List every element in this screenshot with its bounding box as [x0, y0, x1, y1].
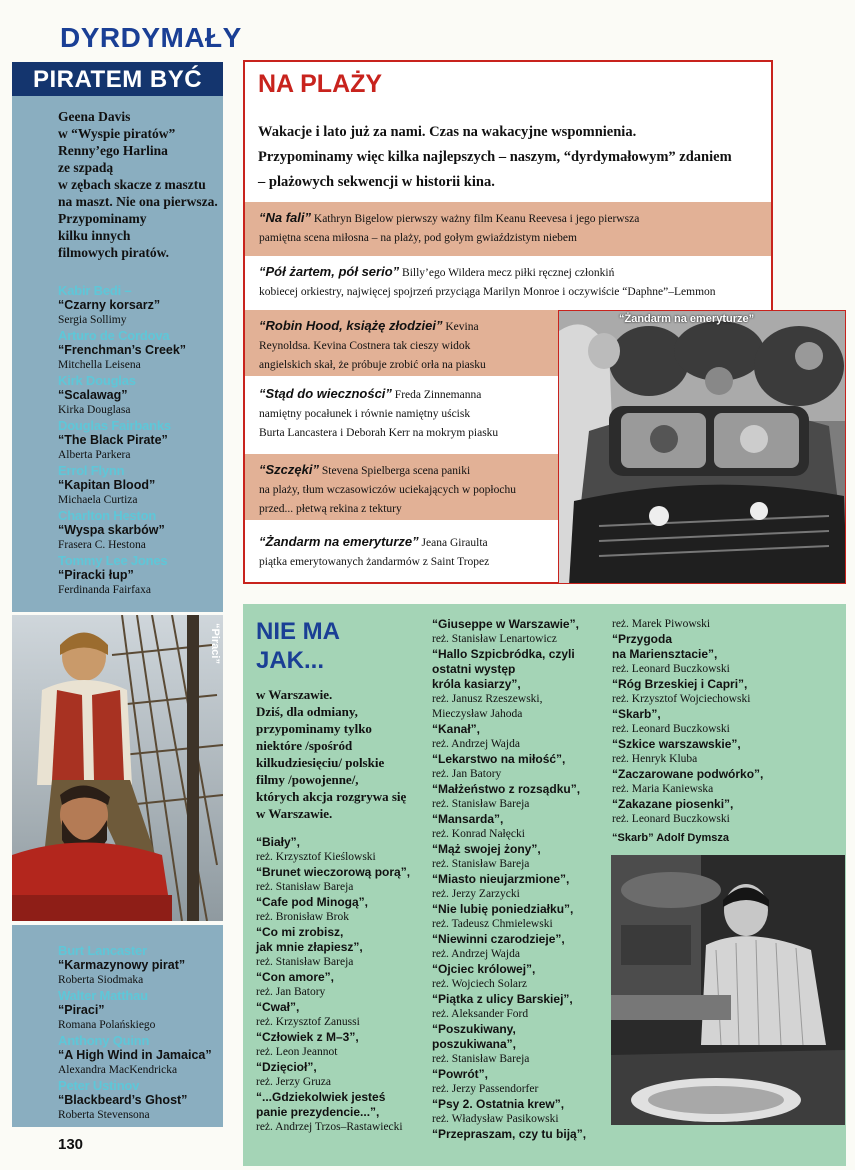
pirate-film-director: Mitchella Leisena [58, 359, 141, 371]
film-title: jak mnie złapiesz”, [256, 940, 363, 954]
scene-text: angielskich skał, że próbuje zrobić orła na piasku [259, 359, 486, 371]
film-entry [432, 722, 610, 752]
beach-scene-3 [245, 310, 558, 376]
skarb-caption: “Skarb” Adolf Dymsza [612, 832, 729, 844]
film-entry [256, 925, 426, 970]
warsaw-intro-line: filmy /powojenne/, [256, 772, 359, 787]
film-director: reż. Krzysztof Kieślowski [256, 851, 376, 863]
beach-intro-line: Wakacje i lato już za nami. Czas na wakacyjne wspomnienia. [258, 124, 637, 140]
film-title: “Mąż swojej żony”, [432, 842, 541, 856]
pirates-photo-caption: “Piraci” [209, 623, 221, 664]
film-entry [432, 647, 610, 722]
film-title: “Brunet wieczorową porą”, [256, 865, 411, 879]
scene-text: Burta Lancastera i Deborah Kerr na mokrym piasku [259, 427, 499, 439]
pirate-film-title: “Blackbeard’s Ghost” [58, 1093, 188, 1107]
pirate-entry [58, 508, 223, 553]
film-director: reż. Andrzej Wajda [432, 738, 520, 750]
film-entry [612, 677, 844, 707]
pirate-film-title: “Frenchman’s Creek” [58, 343, 187, 357]
warsaw-intro-line: w Warszawie. [256, 806, 333, 821]
film-director: Mieczysław Jahoda [432, 708, 523, 720]
film-title: “...Gdziekolwiek jesteś [256, 1090, 386, 1104]
scene-text: Billy’ego Wildera mecz piłki ręcznej członkiń [399, 267, 615, 279]
pirate-film-title: “Karmazynowy pirat” [58, 958, 186, 972]
film-title: “Psy 2. Ostatnia krew”, [432, 1097, 565, 1111]
pirates-intro-line: na maszt. Nie ona pierwsza. [58, 194, 218, 209]
scene-text: Freda Zinnemanna [391, 389, 482, 401]
warsaw-title-line: JAK... [256, 647, 325, 674]
film-director: reż. Stanisław Bareja [256, 956, 354, 968]
film-director: reż. Jerzy Passendorfer [432, 1083, 539, 1095]
film-entry [432, 902, 610, 932]
scene-text: piątka emerytowanych żandarmów z Saint Tropez [259, 556, 490, 568]
pirate-entry [58, 943, 223, 988]
film-entry [256, 895, 426, 925]
scene-title: “Robin Hood, książę złodziei” [259, 318, 443, 333]
film-title: “Cafe pod Minogą”, [256, 895, 368, 909]
beach-scene-5 [245, 454, 558, 520]
film-director: reż. Leonard Buczkowski [612, 663, 730, 675]
pirates-intro-line: Renny’ego Harlina [58, 143, 168, 158]
pirates-list [58, 283, 223, 598]
film-director: reż. Konrad Nałęcki [432, 828, 525, 840]
scene-text: Reynoldsa. Kevina Costnera tak cieszy widok [259, 340, 471, 352]
warsaw-intro-line: niektóre /spośród [256, 738, 353, 753]
scene-title: “Żandarm na emeryturze” [259, 534, 419, 549]
pirate-entry [58, 553, 223, 598]
film-director: reż. Leon Jeannot [256, 1046, 338, 1058]
pirate-entry [58, 283, 223, 328]
film-director: reż. Stanisław Bareja [432, 1053, 530, 1065]
scene-text: kobiecej orkiestry, najwięcej spojrzeń przyciąga Marilyn Monroe i oczywiście “Daphne”–Lemmon [259, 286, 716, 298]
pirate-film-director: Alexandra MacKendricka [58, 1064, 178, 1076]
film-title: “Poszukiwany, [432, 1022, 516, 1036]
skarb-photo [611, 855, 845, 1125]
beach-title: NA PLAŻY [258, 70, 383, 98]
pirate-actor: Douglas Fairbanks [58, 418, 171, 433]
film-title: “Nie lubię poniedziałku”, [432, 902, 574, 916]
film-title: “Skarb”, [612, 707, 661, 721]
film-title: “Zakazane piosenki”, [612, 797, 734, 811]
film-title: “Giuseppe w Warszawie”, [432, 617, 579, 631]
beach-intro [258, 120, 763, 195]
gendarme-caption: “Żandarm na emeryturze” [619, 313, 755, 325]
pirates-intro-line: filmowych piratów. [58, 245, 169, 260]
film-entry [432, 872, 610, 902]
film-title: “Szkice warszawskie”, [612, 737, 741, 751]
film-entry [432, 812, 610, 842]
film-director: reż. Tadeusz Chmielewski [432, 918, 553, 930]
beach-intro-line: Przypominamy więc kilka najlepszych – naszym, “dyrdymałowym” zdaniem [258, 149, 732, 165]
pirate-film-title: “Wyspa skarbów” [58, 523, 165, 537]
warsaw-intro-line: których akcja rozgrywa się [256, 789, 407, 804]
film-director: reż. Jerzy Zarzycki [432, 888, 520, 900]
film-entry [612, 632, 844, 677]
film-title: “Piątka z ulicy Barskiej”, [432, 992, 573, 1006]
scene-text: na plaży, tłum wczasowiczów uciekających w popłochu [259, 484, 516, 496]
warsaw-intro-line: w Warszawie. [256, 687, 333, 702]
film-title: ostatni występ [432, 662, 516, 676]
pirate-actor: Kirk Douglas [58, 373, 136, 388]
film-director: reż. Władysław Pasikowski [432, 1113, 559, 1125]
film-title: “Ojciec królowej”, [432, 962, 536, 976]
film-entry [432, 1022, 610, 1067]
film-director: reż. Jerzy Gruza [256, 1076, 332, 1088]
film-director: reż. Krzysztof Zanussi [256, 1016, 360, 1028]
beach-scene-2 [245, 256, 771, 308]
pirate-actor: Anthony Quinn [58, 1033, 150, 1048]
scene-title: “Szczęki” [259, 462, 319, 477]
pirates-photo [12, 615, 223, 921]
film-entry [612, 767, 844, 797]
film-title: “Dzięcioł”, [256, 1060, 317, 1074]
pirates-intro-line: kilku innych [58, 228, 131, 243]
film-entry [256, 1060, 426, 1090]
film-entry [432, 842, 610, 872]
section-title: DYRDYMAŁY [60, 22, 242, 53]
film-title: “Miasto nieujarzmione”, [432, 872, 570, 886]
film-director: reż. Krzysztof Wojciechowski [612, 693, 751, 705]
scene-text: Stevena Spielberga scena paniki [318, 465, 471, 477]
film-director: reż. Wojciech Solarz [432, 978, 527, 990]
scene-text: Jeana Giraulta [418, 537, 488, 549]
pirate-entry [58, 418, 223, 463]
page-number: 130 [58, 1136, 84, 1153]
pirate-film-title: “Piraci” [58, 1003, 105, 1017]
film-entry [256, 1030, 426, 1060]
film-director: reż. Henryk Kluba [612, 753, 698, 765]
pirates-intro-line: w zębach skacze z masztu [58, 177, 206, 192]
pirate-film-director: Roberta Stevensona [58, 1109, 150, 1121]
film-title: “Hallo Szpicbródka, czyli [432, 647, 575, 661]
film-director: reż. Stanisław Bareja [432, 798, 530, 810]
warsaw-intro-line: Dziś, dla odmiany, [256, 704, 358, 719]
pirate-entry [58, 328, 223, 373]
pirate-entry [58, 1033, 223, 1078]
film-title: “Biały”, [256, 835, 301, 849]
pirates-intro-line: Geena Davis [58, 109, 131, 124]
scene-text: przed... płetwą rekina z tektury [259, 503, 402, 515]
film-director: reż. Bronisław Brok [256, 911, 349, 923]
film-director: reż. Jan Batory [432, 768, 502, 780]
film-director: reż. Leonard Buczkowski [612, 813, 730, 825]
film-title: “Cwał”, [256, 1000, 300, 1014]
film-director: reż. Andrzej Wajda [432, 948, 520, 960]
pirate-film-title: “Kapitan Blood” [58, 478, 156, 492]
film-title: “Con amore”, [256, 970, 335, 984]
beach-intro-line: – plażowych sekwencji w historii kina. [258, 174, 495, 190]
pirate-actor: Burt Lancaster [58, 943, 147, 958]
warsaw-title [256, 617, 406, 675]
pirate-film-title: “The Black Pirate” [58, 433, 168, 447]
film-entry [256, 865, 426, 895]
warsaw-intro [256, 686, 421, 822]
pirate-film-director: Alberta Parkera [58, 449, 131, 461]
film-title: “Róg Brzeskiej i Capri”, [612, 677, 748, 691]
pirate-actor: Charlton Heston [58, 508, 157, 523]
film-director: reż. Maria Kaniewska [612, 783, 714, 795]
pirates-intro-line: Przypominamy [58, 211, 147, 226]
film-director: reż. Marek Piwowski [612, 618, 711, 630]
film-title: króla kasiarzy”, [432, 677, 521, 691]
pirates-list-2 [58, 943, 223, 1123]
film-entry [432, 1127, 610, 1142]
film-entry [256, 970, 426, 1000]
pirate-film-director: Kirka Douglasa [58, 404, 131, 416]
pirate-actor: Walter Matthau [58, 988, 148, 1003]
film-entry [612, 737, 844, 767]
pirates-intro-line: w “Wyspie piratów” [58, 126, 176, 141]
scene-text: Kevina [442, 321, 479, 333]
film-director: reż. Stanisław Bareja [256, 881, 354, 893]
pirate-actor: Arturo de Cordova [58, 328, 170, 343]
film-title: “Niewinni czarodzieje”, [432, 932, 565, 946]
beach-scene-1 [245, 202, 771, 256]
film-entry [432, 1097, 610, 1127]
scene-text: pamiętna scena miłosna – na plaży, pod gołym gwiaździstym niebem [259, 232, 577, 244]
pirate-actor: Peter Ustinov [58, 1078, 140, 1093]
pirate-entry [58, 1078, 223, 1123]
pirate-actor: Tommy Lee Jones [58, 553, 168, 568]
film-title: panie prezydencie...”, [256, 1105, 380, 1119]
film-title: “Zaczarowane podwórko”, [612, 767, 764, 781]
scene-text: namiętny pocałunek i równie namiętny uścisk [259, 408, 471, 420]
film-title: “Małżeństwo z rozsądku”, [432, 782, 581, 796]
warsaw-films-col2 [432, 617, 610, 1142]
pirate-film-director: Romana Polańskiego [58, 1019, 156, 1031]
pirate-film-director: Roberta Siodmaka [58, 974, 144, 986]
pirate-entry [58, 988, 223, 1033]
warsaw-films-col3 [612, 617, 844, 827]
pirate-film-director: Sergia Sollimy [58, 314, 127, 326]
pirate-actor: Errol Flynn [58, 463, 125, 478]
film-director: reż. Aleksander Ford [432, 1008, 529, 1020]
film-entry [432, 617, 610, 647]
film-title: “Co mi zrobisz, [256, 925, 344, 939]
pirate-film-director: Michaela Curtiza [58, 494, 138, 506]
gendarme-photo [558, 310, 846, 584]
film-title: “Przygoda [612, 632, 673, 646]
beach-scene-4 [245, 378, 558, 452]
warsaw-intro-line: kilkudziesięciu/ polskie [256, 755, 385, 770]
scene-title: “Na fali” [259, 210, 312, 225]
film-title: “Człowiek z M–3”, [256, 1030, 359, 1044]
pirate-entry [58, 373, 223, 418]
film-director: reż. Andrzej Trzos–Rastawiecki [256, 1121, 403, 1133]
film-title: poszukiwana”, [432, 1037, 517, 1051]
warsaw-title-line: NIE MA [256, 618, 340, 645]
film-entry [432, 992, 610, 1022]
film-entry [256, 1000, 426, 1030]
film-director: reż. Jan Batory [256, 986, 326, 998]
warsaw-films-col1 [256, 835, 426, 1135]
film-entry [612, 617, 844, 632]
film-entry [432, 752, 610, 782]
pirate-actor: Kabir Bedi – [58, 283, 132, 298]
film-director: reż. Janusz Rzeszewski, [432, 693, 543, 705]
pirate-film-title: “A High Wind in Jamaica” [58, 1048, 212, 1062]
film-title: “Kanał”, [432, 722, 481, 736]
film-entry [612, 707, 844, 737]
film-entry [256, 1090, 426, 1135]
film-title: “Przepraszam, czy tu biją”, [432, 1127, 587, 1141]
scene-title: “Pół żartem, pół serio” [259, 264, 400, 279]
beach-scene-6 [245, 526, 558, 580]
pirates-intro-line: ze szpadą [58, 160, 114, 175]
warsaw-intro-line: przypominamy tylko [256, 721, 372, 736]
film-entry [432, 932, 610, 962]
film-director: reż. Leonard Buczkowski [612, 723, 730, 735]
film-entry [432, 782, 610, 812]
pirate-film-title: “Piracki łup” [58, 568, 134, 582]
film-title: “Powrót”, [432, 1067, 488, 1081]
film-entry [612, 797, 844, 827]
pirate-entry [58, 463, 223, 508]
film-title: “Lekarstwo na miłość”, [432, 752, 566, 766]
film-title: “Mansarda”, [432, 812, 504, 826]
pirate-film-title: “Czarny korsarz” [58, 298, 161, 312]
film-entry [432, 962, 610, 992]
pirate-film-director: Ferdinanda Fairfaxa [58, 584, 151, 596]
pirates-header: PIRATEM BYĆ [12, 62, 223, 96]
film-director: reż. Stanisław Bareja [432, 858, 530, 870]
film-entry [432, 1067, 610, 1097]
pirate-film-director: Frasera C. Hestona [58, 539, 146, 551]
film-title: na Mariensztacie”, [612, 647, 718, 661]
pirate-film-title: “Scalawag” [58, 388, 128, 402]
pirates-intro [58, 108, 223, 261]
scene-title: “Stąd do wieczności” [259, 386, 392, 401]
scene-text: Kathryn Bigelow pierwszy ważny film Keanu Reevesa i jego pierwsza [311, 213, 640, 225]
film-director: reż. Stanisław Lenartowicz [432, 633, 557, 645]
film-entry [256, 835, 426, 865]
